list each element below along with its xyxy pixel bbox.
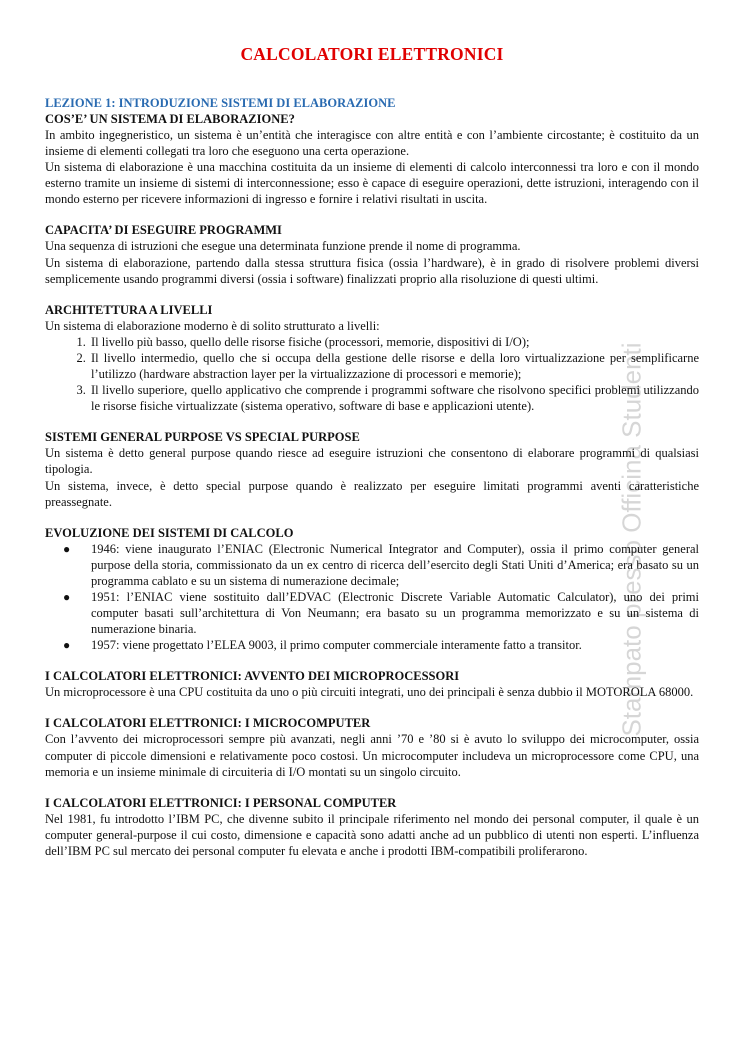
section-heading: SISTEMI GENERAL PURPOSE VS SPECIAL PURPOSE bbox=[45, 430, 360, 445]
list-item bbox=[63, 541, 699, 589]
section-personal-computer bbox=[45, 795, 699, 859]
paragraph: Un microprocessore è una CPU costituita da uno o più circuiti integrati, uno dei principali è senza dubbio il MOTOROLA 68000. bbox=[45, 685, 694, 700]
paragraph: Un sistema è detto general purpose quando riesce ad eseguire istruzioni che consentono di elaborare programmi di qualsiasi tipologia. bbox=[45, 446, 699, 477]
paragraph: Un sistema di elaborazione moderno è di solito strutturato a livelli: bbox=[45, 318, 380, 333]
section-architettura-livelli bbox=[45, 302, 699, 415]
section-heading: EVOLUZIONE DEI SISTEMI DI CALCOLO bbox=[45, 525, 294, 540]
section-sistema-elaborazione bbox=[45, 111, 699, 207]
list-item: 2. Il livello intermedio, quello che si occupa della gestione delle risorse e della loro virtualizzazione per semplificarne l’utilizzo (hardware abstraction layer per la virtualizzazione di processori e memorie); bbox=[89, 350, 699, 382]
document-title: CALCOLATORI ELETTRONICI bbox=[240, 44, 504, 64]
list-item-text: 1951: l’ENIAC viene sostituito dall’EDVAC (Electronic Discrete Variable Automatic Calculator), uno dei primi computer basati sull’architettura di Von Neumann; era basato su un programma memorizzato e su un sistema di numerazione binaria. bbox=[91, 589, 699, 637]
section-microcomputer bbox=[45, 715, 699, 779]
list-item-text: 1946: viene inaugurato l’ENIAC (Electronic Numerical Integrator and Computer), ossia il primo computer general purpose della storia, commissionato da un ex centro di ricerca dell’esercito degli Stati Uniti d’America; era basato su un programma cablato e su un sistema di numerazione decimale; bbox=[91, 541, 699, 588]
section-heading: COS’E’ UN SISTEMA DI ELABORAZIONE? bbox=[45, 112, 295, 126]
document-page bbox=[45, 44, 699, 874]
bullet-icon: ● bbox=[63, 589, 71, 604]
watermark-text: Stampato presso Officina Studenti bbox=[616, 342, 647, 737]
section-general-special-purpose bbox=[45, 429, 699, 509]
paragraph: Una sequenza di istruzioni che esegue una determinata funzione prende il nome di programma. bbox=[45, 239, 521, 254]
bullet-icon: ● bbox=[63, 638, 71, 653]
section-heading: CAPACITA’ DI ESEGUIRE PROGRAMMI bbox=[45, 223, 282, 238]
section-eseguire-programmi bbox=[45, 222, 699, 286]
paragraph: Un sistema di elaborazione è una macchina costituita da un insieme di elementi di calcolo interconnessi tra loro e con il mondo esterno tramite un insieme di sistemi di interconnessione; esso è capace di eseguire operazioni, dette istruzioni, interagendo con il mondo esterno per ricevere informazioni di ingresso e fornire i relativi risultati in uscita. bbox=[45, 160, 699, 207]
section-microprocessori bbox=[45, 668, 699, 700]
ordered-list bbox=[45, 334, 699, 414]
lesson-heading: LEZIONE 1: INTRODUZIONE SISTEMI DI ELABORAZIONE bbox=[45, 96, 396, 110]
bullet-icon: ● bbox=[63, 541, 71, 556]
list-item bbox=[63, 589, 699, 637]
section-heading: I CALCOLATORI ELETTRONICI: I PERSONAL COMPUTER bbox=[45, 795, 397, 810]
paragraph: Un sistema, invece, è detto special purpose quando è realizzato per eseguire limitati programmi aventi caratteristiche preassegnate. bbox=[45, 478, 699, 509]
list-item-text: 1957: viene progettato l’ELEA 9003, il primo computer commerciale interamente fatto a transitor. bbox=[91, 638, 582, 653]
paragraph: In ambito ingegneristico, un sistema è un’entità che interagisce con altre entità e con l’ambiente circostante; è costituito da un insieme di elementi collegati tra loro che eseguono una certa operazione. bbox=[45, 128, 699, 159]
paragraph: Un sistema di elaborazione, partendo dalla stessa struttura fisica (ossia l’hardware), è in grado di risolvere problemi diversi semplicemente usando programmi diversi (ossia i software) finalizzati proprio alla risoluzione di questi ultimi. bbox=[45, 255, 699, 286]
section-heading: I CALCOLATORI ELETTRONICI: I MICROCOMPUTER bbox=[45, 716, 371, 731]
list-item: 1. Il livello più basso, quello delle risorse fisiche (processori, memorie, dispositivi di I/O); bbox=[89, 334, 699, 350]
list-item bbox=[63, 637, 699, 653]
bullet-list bbox=[45, 541, 699, 654]
section-heading: I CALCOLATORI ELETTRONICI: AVVENTO DEI MICROPROCESSORI bbox=[45, 669, 460, 684]
paragraph: Con l’avvento dei microprocessori sempre più avanzati, negli anni ’70 e ’80 si è avuto lo sviluppo dei microcomputer, ossia computer di piccole dimensioni e relativamente poco costosi. Un microcomputer includeva un microprocessore come CPU, una memoria e un insieme minimale di circuiteria di I/O montati su un singolo circuito. bbox=[45, 732, 699, 779]
paragraph: Nel 1981, fu introdotto l’IBM PC, che divenne subito il principale riferimento nel mondo dei personal computer, il quale è un computer general-purpose il cui costo, dimensione e capacità sono adatti anche ad un pubblico di utenti non esperti. L’influenza dell’IBM PC sul mercato dei personal computer fu elevata e anche i prodotti IBM-compatibili proliferarono. bbox=[45, 811, 699, 858]
section-evoluzione-sistemi bbox=[45, 525, 699, 654]
list-item: 3. Il livello superiore, quello applicativo che comprende i programmi software che risolvono specifici problemi utilizzando le risorse fisiche virtualizzate (sistema operativo, software di base e applicazioni utente). bbox=[89, 382, 699, 414]
section-heading: ARCHITETTURA A LIVELLI bbox=[45, 302, 213, 317]
